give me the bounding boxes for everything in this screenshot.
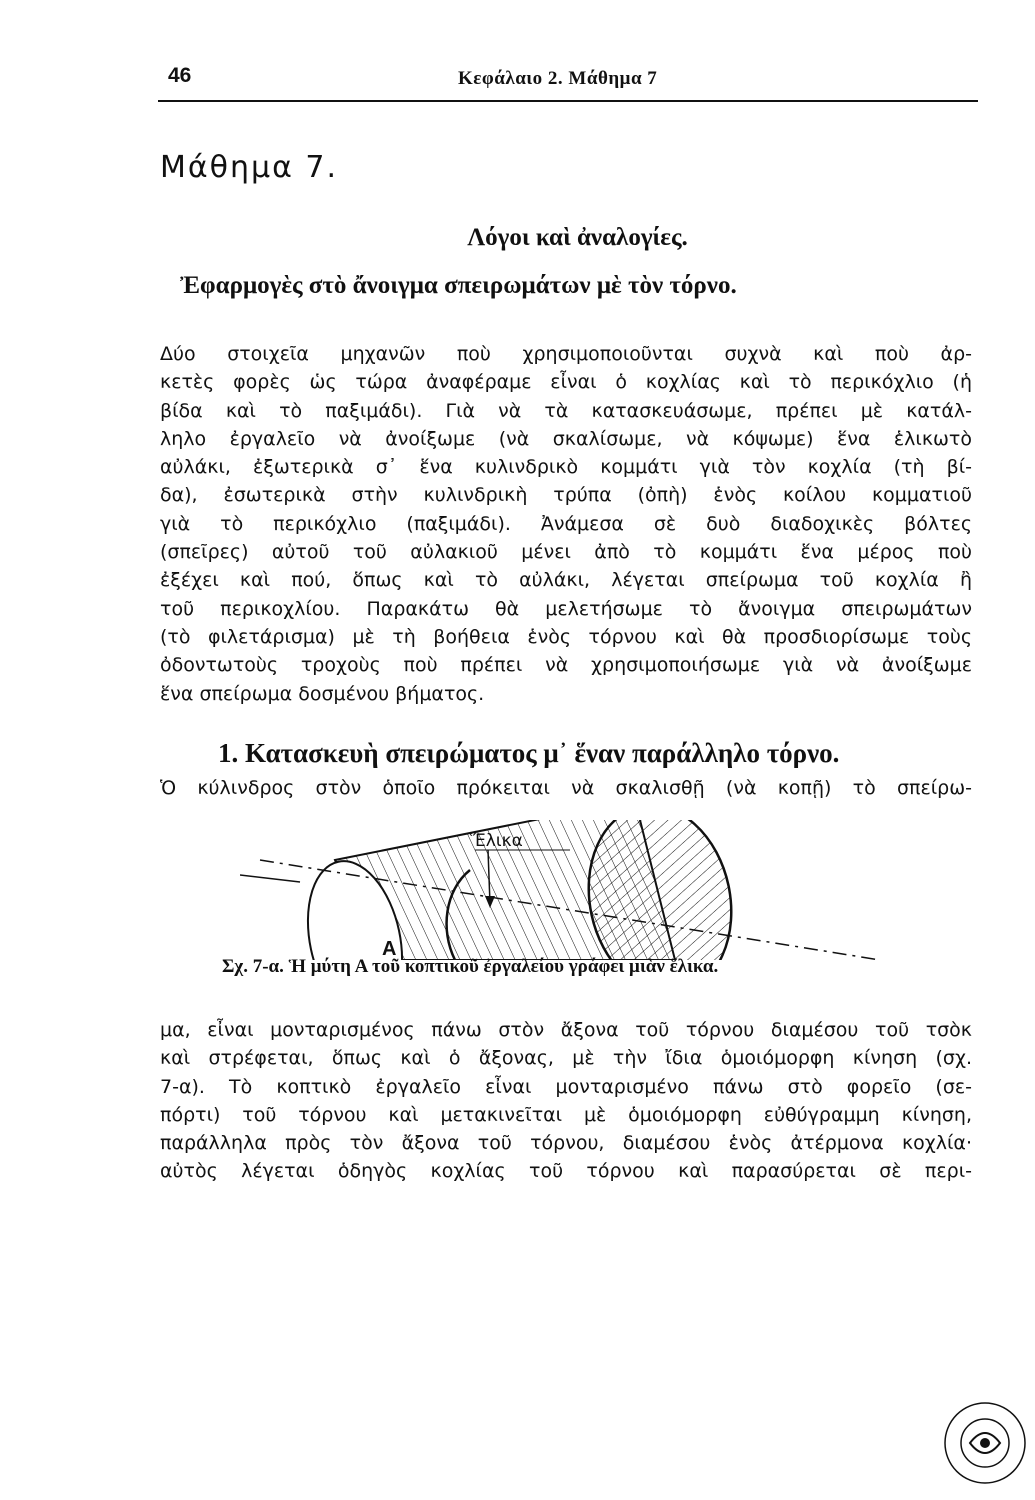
paragraph-intro xyxy=(160,340,972,708)
lesson-subtitle: Λόγοι καὶ ἀναλογίες. xyxy=(467,224,688,251)
text-line: γιὰ τὸ περικόχλιο (παξιμάδι). Ἀνάμεσα σὲ δυὸ διαδοχικὲς βόλτες xyxy=(160,512,972,535)
text-line: (σπεῖρες) αὐτοῦ τοῦ αὐλακιοῦ μένει ἀπὸ τὸ κομμάτι ἕνα μέρος ποὺ xyxy=(160,541,972,564)
text-line: ληλο ἐργαλεῖο νὰ ἀνοίξωμε (νὰ σκαλίσωμε, νὰ κόψωμε) ἕνα ἑλικωτὸ xyxy=(160,427,972,450)
text-line: καὶ στρέφεται, ὅπως καὶ ὁ ἄξονας, μὲ τὴν ἴδια ὁμοιόμορφη κίνηση (σχ. xyxy=(160,1047,972,1070)
text-line: Δύο στοιχεῖα μηχανῶν ποὺ χρησιμοποιοῦνται συχνὰ καὶ ποὺ ἀρ- xyxy=(160,343,972,365)
text-line: ὀδοντωτοὺς τροχοὺς ποὺ πρέπει νὰ χρησιμοποιήσωμε γιὰ νὰ ἀνοίξωμε xyxy=(160,654,972,677)
label-helix: Ἕλικα xyxy=(470,831,523,851)
figure-lathe-helix xyxy=(240,820,920,970)
text-line: (τὸ φιλετάρισμα) μὲ τὴ βοήθεια ἑνὸς τόρνου καὶ θὰ προσδιορίσωμε τοὺς xyxy=(160,625,972,648)
figure-caption: Σχ. 7-α. Ἡ μύτη Α τοῦ κοπτικοῦ ἐργαλείου γράφει μιὰν ἕλικα. xyxy=(222,956,719,977)
paragraph-continued xyxy=(160,1016,972,1186)
text-line: κετὲς φορὲς ὡς τώρα ἀναφέραμε εἶναι ὁ κοχλίας καὶ τὸ περικόχλιο (ἡ xyxy=(160,371,972,394)
lesson-title: Μάθημα 7. xyxy=(160,150,339,185)
text-line: αὐλάκι, ἐξωτερικὰ σ᾽ ἕνα κυλινδρικὸ κομμάτι γιὰ τὸν κοχλία (τὴ βί- xyxy=(160,456,972,479)
text-line: δα), ἐσωτερικὰ στὴν κυλινδρικὴ τρύπα (ὀπὴ) ἑνὸς κοίλου κομματιοῦ xyxy=(160,484,972,507)
paragraph-section-intro xyxy=(160,774,972,802)
page-number: 46 xyxy=(168,64,192,87)
page-header xyxy=(158,58,978,98)
figure-drawing xyxy=(240,820,920,960)
text-line: 7-α). Τὸ κοπτικὸ ἐργαλεῖο εἶναι μονταρισμένο πάνω στὸ φορεῖο (σε- xyxy=(160,1075,972,1098)
text-line: ἐξέχει καὶ πού, ὅπως καὶ τὸ αὐλάκι, λέγεται σπείρωμα τοῦ κοχλία ἢ xyxy=(160,569,972,592)
foundation-seal xyxy=(940,1398,1030,1488)
text-line: Ὁ κύλινδρος στὸν ὁποῖο πρόκειται νὰ σκαλισθῇ (νὰ κοπῇ) τὸ σπείρω- xyxy=(160,777,972,799)
text-line: πόρτι) τοῦ τόρνου καὶ μετακινεῖται μὲ ὁμοιόμορφη εὐθύγραμμη κίνηση, xyxy=(160,1103,972,1126)
lesson-subheading: Ἐφαρμογὲς στὸ ἄνοιγμα σπειρωμάτων μὲ τὸν τόρνο. xyxy=(180,272,737,299)
text-line: παράλληλα πρὸς τὸν ἄξονα τοῦ τόρνου, διαμέσου ἑνὸς ἀτέρμονα κοχλία· xyxy=(160,1132,972,1155)
header-rule xyxy=(158,100,978,102)
running-title: Κεφάλαιο 2. Μάθημα 7 xyxy=(458,68,658,89)
section-heading: 1. Κατασκευὴ σπειρώματος μ᾽ ἕναν παράλληλο τόρνο. xyxy=(218,738,840,768)
text-line: μα, εἶναι μονταρισμένος πάνω στὸν ἄξονα τοῦ τόρνου διαμέσου τοῦ τσὸκ xyxy=(160,1019,972,1041)
text-line: βίδα καὶ τὸ παξιμάδι). Γιὰ νὰ τὰ κατασκευάσωμε, πρέπει μὲ κατάλ- xyxy=(160,399,972,422)
text-line: αὐτὸς λέγεται ὁδηγὸς κοχλίας τοῦ τόρνου καὶ παρασύρεται σὲ περι- xyxy=(160,1160,972,1183)
text-line: τοῦ περικοχλίου. Παρακάτω θὰ μελετήσωμε τὸ ἄνοιγμα σπειρωμάτων xyxy=(160,597,972,620)
seal-emblem-icon xyxy=(940,1398,1030,1488)
text-line: ἕνα σπείρωμα δοσμένου βήματος. xyxy=(160,682,485,705)
label-point-a: Α xyxy=(382,938,397,960)
